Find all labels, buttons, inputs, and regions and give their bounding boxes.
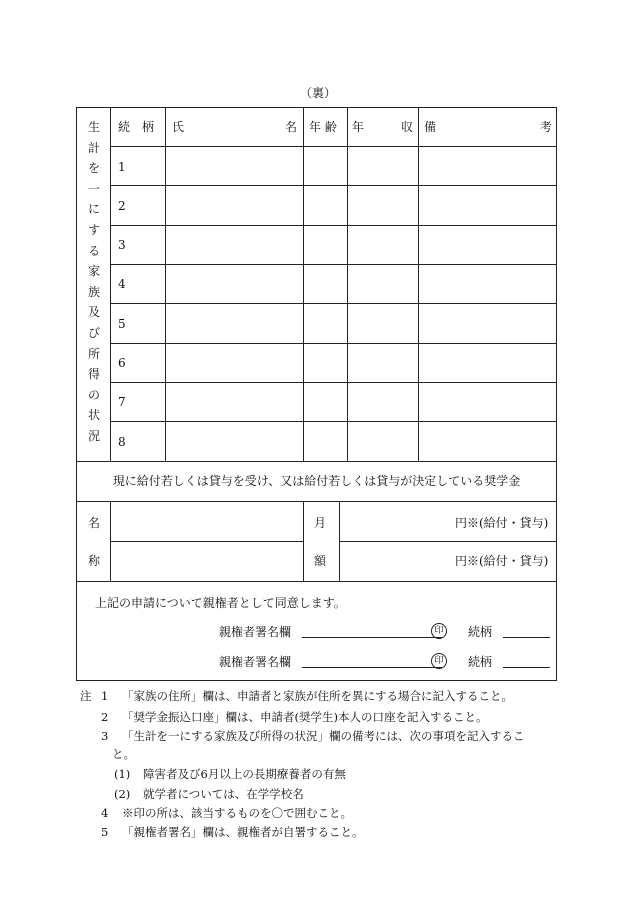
relation-field[interactable] [503,667,550,668]
side-label-char: 族 [87,284,100,299]
side-label-char: 家 [87,264,100,279]
row-divider [110,264,556,265]
table-top-border [76,107,557,108]
scholarship-name-label-top: 名 [88,516,101,530]
side-label-char: 況 [87,429,100,443]
col-divider [347,107,348,461]
note-subnumber: (1) [114,767,131,781]
note-text: 「親権者署名」欄は、親権者が自署すること。 [122,825,364,839]
side-label-char: す [87,223,100,237]
row-divider [110,382,556,383]
scholarship-amount-label-top: 月 [314,516,327,530]
header-remarks-left: 備 [424,120,437,134]
row-divider [110,225,556,226]
note-text-continued: と。 [112,747,135,761]
scholarship-amount-suffix: 円※(給付・貸与) [455,516,549,530]
note-text: 「奨学金振込口座」欄は、申請者(奨学生)本人の口座を記入すること。 [122,710,488,724]
side-label-char: 所 [87,346,100,361]
row-divider [110,343,556,344]
col-divider [303,501,304,581]
row-number: 8 [118,435,126,449]
scholarship-amount-label-bottom: 額 [314,554,327,568]
seal-icon: 印 [431,623,447,639]
header-name-left: 氏 [172,120,185,134]
header-name-right: 名 [285,120,298,134]
side-label-char: 及 [87,305,100,320]
side-label-char: 計 [87,140,100,155]
side-label-char: 得 [87,367,100,382]
side-label-char: を [87,161,100,176]
row-number: 5 [118,317,126,331]
scholarship-amount-suffix: 円※(給付・貸与) [455,554,549,568]
row-divider [110,421,556,422]
note-text: ※印の所は、該当するものを〇で囲むこと。 [122,806,352,820]
guardian-signature-label: 親権者署名欄 [219,625,292,639]
family-section-bottom [76,461,557,462]
scholarship-section-bottom [76,581,557,582]
side-label-char: 状 [87,408,100,423]
header-income-left: 年 [352,120,365,134]
side-label-char: 一 [87,181,100,196]
header-remarks-right: 考 [540,120,553,134]
note-text: 就学者については、在学学校名 [143,787,304,801]
row-divider [110,303,556,304]
guardian-signature-field[interactable] [302,667,442,668]
scholarship-heading: 現に給付若しくは貸与を受け、又は給付若しくは貸与が決定している奨学金 [112,474,521,488]
note-number: 5 [101,825,109,839]
side-label-char: に [87,202,100,217]
row-number: 4 [118,277,126,291]
row-number: 2 [118,199,126,213]
col-divider [303,107,304,461]
table-right-border [556,107,557,681]
relation-field[interactable] [503,637,550,638]
side-label-char: び [87,326,100,340]
row-number: 7 [118,395,126,409]
note-number: 3 [101,729,109,743]
row-divider [110,185,556,186]
guardian-signature-label: 親権者署名欄 [219,655,292,669]
header-age: 年 齢 [309,120,337,134]
note-text: 「生計を一にする家族及び所得の状況」欄の備考には、次の事項を記入するこ [122,729,525,743]
note-number: 4 [101,806,109,820]
guardian-signature-field[interactable] [302,637,442,638]
row-divider [110,541,303,542]
row-divider [339,541,557,542]
notes-prefix: 注 [80,689,92,703]
note-number: 1 [101,689,109,703]
note-text: 「家族の住所」欄は、申請者と家族が住所を異にする場合に記入すること。 [122,689,513,703]
note-subnumber: (2) [114,787,131,801]
table-bottom-border [76,680,557,681]
page-marker: （裏） [300,86,337,100]
row-number: 1 [118,160,126,174]
header-relation: 続 柄 [118,120,155,134]
row-divider [110,146,556,147]
side-label-char: の [87,387,100,402]
row-number: 3 [118,238,126,252]
scholarship-name-label-bottom: 称 [88,554,101,568]
row-number: 6 [118,356,126,370]
note-text: 障害者及び6月以上の長期療養者の有無 [143,767,346,781]
side-label-char: 生 [87,120,100,134]
consent-text: 上記の申請について親権者として同意します。 [95,596,346,610]
col-divider [418,107,419,461]
relation-label: 続柄 [468,625,493,639]
table-left-border [76,107,77,681]
relation-label: 続柄 [468,655,493,669]
note-number: 2 [101,710,109,724]
header-income-right: 収 [401,120,414,134]
col-divider [165,107,166,461]
seal-icon: 印 [431,653,447,669]
col-divider [110,107,111,461]
side-label-char: る [87,243,100,258]
scholarship-heading-bottom [76,501,557,502]
